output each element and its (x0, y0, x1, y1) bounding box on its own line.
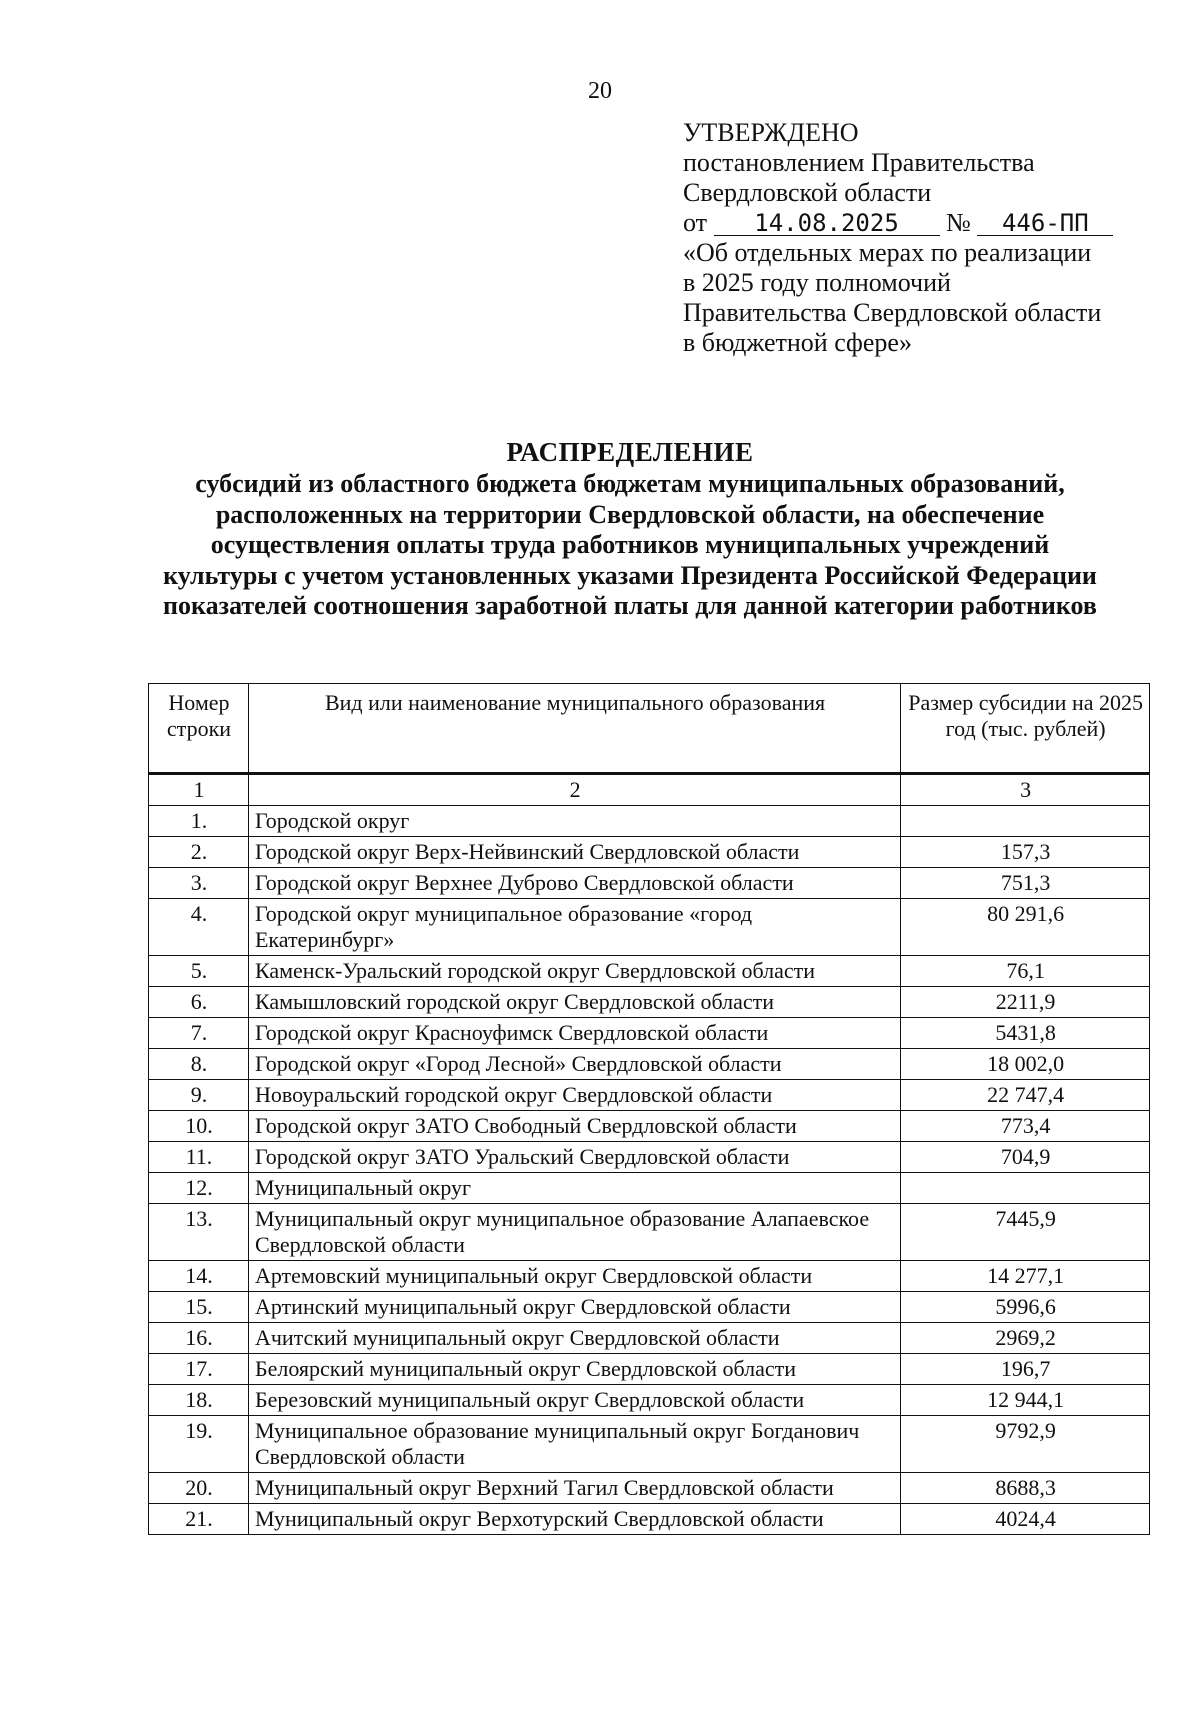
subsidy-value: 12 944,1 (901, 1385, 1150, 1416)
table-row (149, 899, 1150, 956)
row-number: 2. (149, 837, 249, 868)
subtitle-line: субсидий из областного бюджета бюджетам муниципальных образований, (195, 469, 1065, 498)
row-number: 14. (149, 1261, 249, 1292)
subtitle-line: культуры с учетом установленных указами Президента Российской Федерации (163, 560, 1097, 590)
table-row (149, 1080, 1150, 1111)
table-row (149, 806, 1150, 837)
row-number: 17. (149, 1354, 249, 1385)
row-number: 1. (149, 806, 249, 837)
table-row (149, 1111, 1150, 1142)
row-number: 18. (149, 1385, 249, 1416)
subsidy-value: 80 291,6 (901, 899, 1150, 956)
approval-heading: УТВЕРЖДЕНО (683, 118, 859, 147)
subtitle-line: расположенных на территории Свердловской области, на обеспечение (215, 499, 1045, 529)
municipality-name: Муниципальный округ (248, 1173, 900, 1204)
approval-line: Свердловской области (683, 178, 932, 207)
table-row (149, 987, 1150, 1018)
municipality-name: Артинский муниципальный округ Свердловской области (248, 1292, 900, 1323)
municipality-name: Новоуральский городской округ Свердловской области (248, 1080, 900, 1111)
subsidy-value: 8688,3 (901, 1473, 1150, 1504)
decree-date: 14.08.2025 (714, 211, 940, 236)
page-number: 20 (588, 78, 612, 104)
approval-line: постановлением Правительства (683, 148, 1035, 177)
municipality-name: Камышловский городской округ Свердловской области (248, 987, 900, 1018)
table-row (149, 1473, 1150, 1504)
column-number: 3 (901, 774, 1150, 806)
subsidy-value: 751,3 (901, 868, 1150, 899)
subsidy-value: 22 747,4 (901, 1080, 1150, 1111)
subsidy-value: 5996,6 (901, 1292, 1150, 1323)
row-number: 12. (149, 1173, 249, 1204)
municipality-name: Ачитский муниципальный округ Свердловской области (248, 1323, 900, 1354)
row-number: 9. (149, 1080, 249, 1111)
subsidy-value: 14 277,1 (901, 1261, 1150, 1292)
subsidy-value: 18 002,0 (901, 1049, 1150, 1080)
row-number: 20. (149, 1473, 249, 1504)
decree-date-number-row (683, 208, 1163, 238)
municipality-name: Городской округ (248, 806, 900, 837)
table-row (149, 1385, 1150, 1416)
subsidy-value (901, 806, 1150, 837)
municipality-name: Муниципальный округ Верхотурский Свердловской области (248, 1504, 900, 1535)
subsidy-value: 9792,9 (901, 1416, 1150, 1473)
row-number: 5. (149, 956, 249, 987)
municipality-name: Городской округ муниципальное образование «город Екатеринбург» (248, 899, 900, 956)
table-row (149, 1173, 1150, 1204)
column-number: 2 (248, 774, 900, 806)
subsidy-value: 704,9 (901, 1142, 1150, 1173)
table-row (149, 1292, 1150, 1323)
resolution-line: в 2025 году полномочий (683, 268, 951, 297)
municipality-name: Березовский муниципальный округ Свердловской области (248, 1385, 900, 1416)
number-prefix: № (946, 208, 971, 237)
subsidy-value: 4024,4 (901, 1504, 1150, 1535)
municipality-name: Городской округ Верхнее Дуброво Свердловской области (248, 868, 900, 899)
header-row-number: Номер строки (149, 684, 249, 774)
row-number: 8. (149, 1049, 249, 1080)
municipality-name: Каменск-Уральский городской округ Свердловской области (248, 956, 900, 987)
row-number: 4. (149, 899, 249, 956)
column-number: 1 (149, 774, 249, 806)
column-number-row (149, 774, 1150, 806)
document-subtitle (130, 469, 1130, 622)
subsidy-table (148, 683, 1150, 1535)
subsidy-value: 157,3 (901, 837, 1150, 868)
row-number: 3. (149, 868, 249, 899)
table-row (149, 1142, 1150, 1173)
table-row (149, 1018, 1150, 1049)
table-row (149, 1504, 1150, 1535)
table-row (149, 1204, 1150, 1261)
table-row (149, 1049, 1150, 1080)
resolution-line: в бюджетной сфере» (683, 328, 912, 357)
table-row (149, 1354, 1150, 1385)
subsidy-value: 76,1 (901, 956, 1150, 987)
document-title: РАСПРЕДЕЛЕНИЕ (506, 437, 754, 467)
subtitle-line: осуществления оплаты труда работников муниципальных учреждений (210, 530, 1050, 559)
approval-stamp (683, 118, 1163, 358)
row-number: 16. (149, 1323, 249, 1354)
subsidy-value: 2211,9 (901, 987, 1150, 1018)
table-row (149, 837, 1150, 868)
row-number: 21. (149, 1504, 249, 1535)
row-number: 10. (149, 1111, 249, 1142)
row-number: 19. (149, 1416, 249, 1473)
subsidy-value: 196,7 (901, 1354, 1150, 1385)
header-subsidy-amount: Размер субсидии на 2025 год (тыс. рублей) (901, 684, 1150, 774)
municipality-name: Муниципальный округ муниципальное образование Алапаевское Свердловской области (248, 1204, 900, 1261)
table-header-row (149, 684, 1150, 774)
subsidy-value: 773,4 (901, 1111, 1150, 1142)
table-row (149, 1416, 1150, 1473)
document-heading (130, 435, 1130, 622)
row-number: 7. (149, 1018, 249, 1049)
subsidy-value: 7445,9 (901, 1204, 1150, 1261)
municipality-name: Городской округ «Город Лесной» Свердловской области (248, 1049, 900, 1080)
municipality-name: Городской округ Верх-Нейвинский Свердловской области (248, 837, 900, 868)
table-row (149, 1323, 1150, 1354)
decree-number: 446-ПП (977, 211, 1113, 236)
subsidy-value: 2969,2 (901, 1323, 1150, 1354)
table-row (149, 1261, 1150, 1292)
resolution-line: Правительства Свердловской области (683, 298, 1102, 327)
municipality-name: Городской округ ЗАТО Уральский Свердловской области (248, 1142, 900, 1173)
header-municipality: Вид или наименование муниципального образования (248, 684, 900, 774)
municipality-name: Муниципальный округ Верхний Тагил Свердловской области (248, 1473, 900, 1504)
row-number: 6. (149, 987, 249, 1018)
row-number: 15. (149, 1292, 249, 1323)
subtitle-line: показателей соотношения заработной платы для данной категории работников (163, 591, 1097, 620)
subsidy-value (901, 1173, 1150, 1204)
municipality-name: Белоярский муниципальный округ Свердловской области (248, 1354, 900, 1385)
table-row (149, 956, 1150, 987)
table-row (149, 868, 1150, 899)
municipality-name: Городской округ Красноуфимск Свердловской области (248, 1018, 900, 1049)
municipality-name: Муниципальное образование муниципальный округ Богданович Свердловской области (248, 1416, 900, 1473)
row-number: 13. (149, 1204, 249, 1261)
municipality-name: Артемовский муниципальный округ Свердловской области (248, 1261, 900, 1292)
date-prefix: от (683, 208, 708, 237)
subsidy-value: 5431,8 (901, 1018, 1150, 1049)
resolution-line: «Об отдельных мерах по реализации (683, 238, 1092, 267)
municipality-name: Городской округ ЗАТО Свободный Свердловской области (248, 1111, 900, 1142)
row-number: 11. (149, 1142, 249, 1173)
